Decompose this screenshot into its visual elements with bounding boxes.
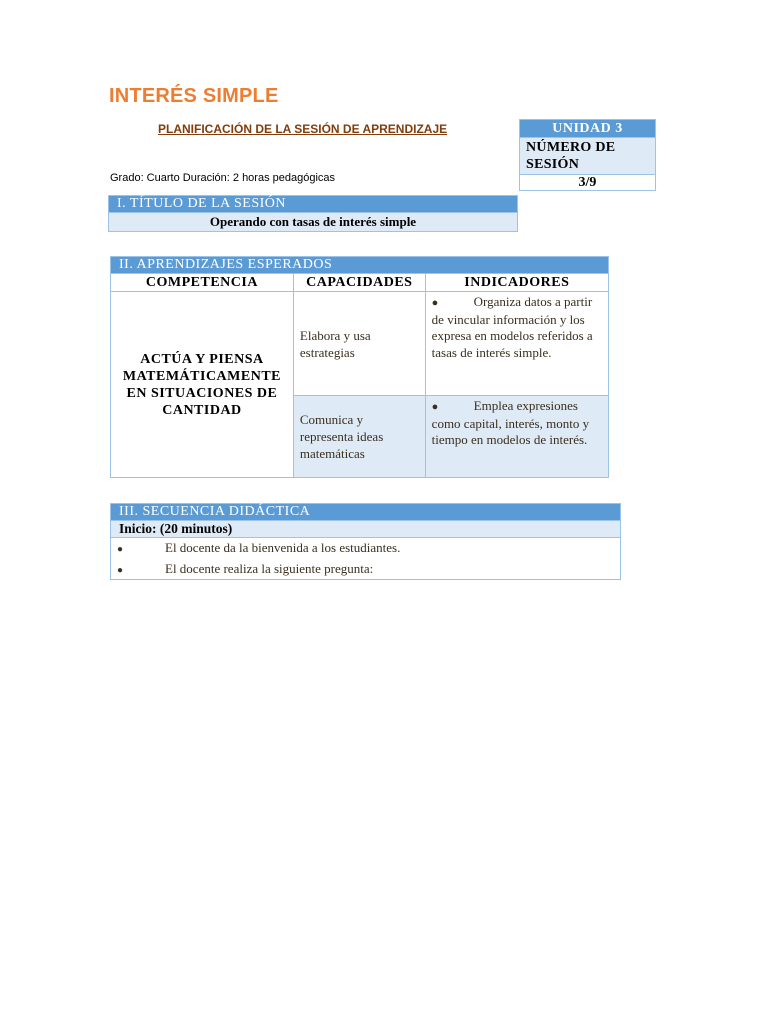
capacidad-text: Comunica y representa ideas matemáticas bbox=[299, 412, 384, 461]
indicador-text: Emplea expresiones como capital, interés, monto y tiempo en modelos de interés. bbox=[431, 398, 590, 447]
learning-outcomes-header: II. APRENDIZAJES ESPERADOS bbox=[111, 257, 609, 274]
capacidad-cell bbox=[293, 396, 425, 478]
grade-duration-line: Grado: Cuarto Duración: 2 horas pedagógicas bbox=[110, 172, 336, 184]
bullet-icon: ● bbox=[117, 544, 124, 555]
capacidad-cell bbox=[293, 292, 425, 396]
column-header-indicadores: INDICADORES bbox=[425, 274, 608, 292]
page-title: INTERÉS SIMPLE bbox=[109, 85, 279, 107]
bullet-icon: ● bbox=[431, 401, 439, 413]
list-item-text: El docente realiza la siguiente pregunta: bbox=[165, 561, 374, 576]
session-number-value: 3/9 bbox=[520, 175, 656, 191]
session-title-table bbox=[108, 195, 518, 232]
document-subtitle: PLANIFICACIÓN DE LA SESIÓN DE APRENDIZAJE bbox=[158, 122, 448, 136]
bullet-icon: ● bbox=[117, 565, 124, 576]
session-number-label: NÚMERO DE SESIÓN bbox=[520, 138, 656, 175]
unit-box bbox=[519, 119, 656, 191]
column-header-competencia: COMPETENCIA bbox=[111, 274, 294, 292]
learning-outcomes-table bbox=[110, 256, 609, 478]
indicador-cell bbox=[425, 292, 608, 396]
unit-label: UNIDAD 3 bbox=[520, 120, 656, 138]
session-title-header: I. TÍTULO DE LA SESIÓN bbox=[109, 196, 518, 213]
bullet-icon: ● bbox=[431, 297, 439, 309]
indicador-cell bbox=[425, 396, 608, 478]
list-item bbox=[111, 539, 620, 556]
session-title-value: Operando con tasas de interés simple bbox=[109, 213, 518, 232]
competencia-cell: ACTÚA Y PIENSA MATEMÁTICAMENTE EN SITUACIONES DE CANTIDAD bbox=[111, 292, 294, 478]
capacidad-text: Elabora y usa estrategias bbox=[299, 327, 371, 360]
indicador-text: Organiza datos a partir de vincular información y los expresa en modelos referidos a tasas de interés simple. bbox=[431, 294, 593, 360]
didactic-sequence-header: III. SECUENCIA DIDÁCTICA bbox=[111, 504, 621, 521]
didactic-sequence-table bbox=[110, 503, 621, 580]
list-item bbox=[111, 560, 620, 577]
inicio-label: Inicio: (20 minutos) bbox=[111, 521, 621, 538]
list-item-text: El docente da la bienvenida a los estudiantes. bbox=[165, 540, 401, 555]
column-header-capacidades: CAPACIDADES bbox=[293, 274, 425, 292]
sequence-items bbox=[111, 538, 621, 580]
